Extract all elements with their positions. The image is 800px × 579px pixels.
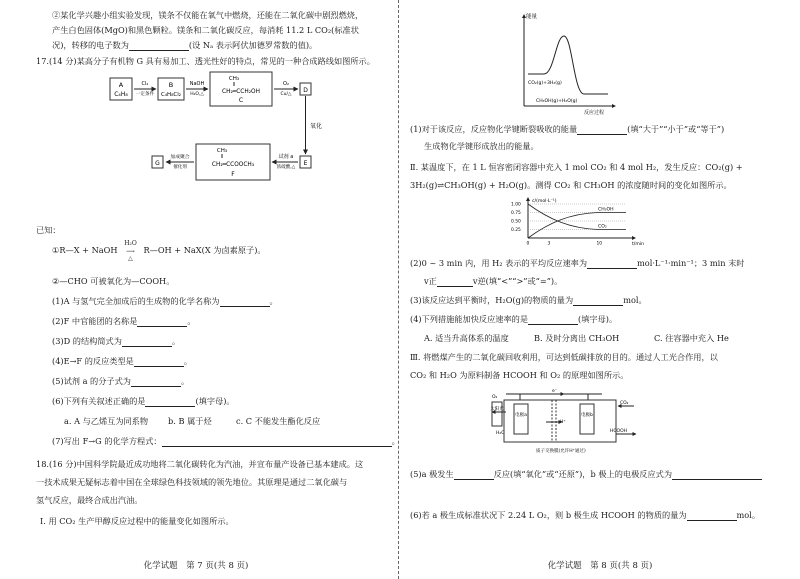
photosynthesis-cell-diagram <box>490 386 638 456</box>
q18-line1: 18.(16 分)中国科学院最近成功地将二氧化碳转化为汽油，并宣布量产设备已基本建成。这 <box>36 459 364 469</box>
page-divider <box>398 0 399 579</box>
label-F: F <box>231 171 235 178</box>
c-methyl: CH₃ <box>228 76 240 82</box>
q17-1: (1)A 与氢气完全加成后的生成物的化学名称为 。 <box>52 296 278 306</box>
h2o-label: H₂O <box>496 431 505 436</box>
f-structure: CH₂═CCOOCH₃ <box>211 162 255 168</box>
conc-x-tick: 10 <box>596 241 603 247</box>
series-co2-label: CO₂ <box>598 224 607 230</box>
energy-diagram <box>518 10 618 116</box>
answer-blank[interactable] <box>131 377 181 387</box>
q18-line3: 氢气反应，最终合成出汽油。 <box>36 495 143 505</box>
q18-3-line2: CO₂ 和 H₂O 为原料制备 HCOOH 和 O₂ 的原理如图所示。 <box>410 370 629 380</box>
q18-1-line2: 生成物化学键形成放出的能量。 <box>424 141 539 151</box>
page-footer: 化学试题 第 8 页(共 8 页) <box>547 561 653 571</box>
q18-2-4-option-C: C. 往容器中充入 He <box>654 333 729 343</box>
right-page <box>404 0 796 579</box>
q18-2-4-option-B: B. 及时分离出 CH₃OH <box>534 333 620 343</box>
cond-c-d-bottom: Cu/△ <box>280 92 292 97</box>
label-B: B <box>168 81 174 89</box>
q17-6-option-c: c. C 不能发生酯化反应 <box>236 416 321 426</box>
answer-blank[interactable] <box>145 397 195 407</box>
answer-blank[interactable] <box>577 125 627 135</box>
q17-6-option-a: a. A 与乙烯互为同系物 <box>64 416 149 426</box>
q17-6: (6)下列有关叙述正确的是 (填字母)。 <box>52 396 235 406</box>
answer-blank[interactable] <box>672 470 762 480</box>
sunlight-box <box>492 402 502 426</box>
conc-x-tick: 0 <box>526 241 530 247</box>
q18-2-4: (4)下列措施能加快反应速率的是 (填字母)。 <box>410 314 618 324</box>
page-footer: 化学试题 第 7 页(共 8 页) <box>143 561 249 571</box>
cond-oxidation: 氧化 <box>310 123 323 130</box>
label-E: E <box>303 160 308 167</box>
q18-3-6: (6)若 a 极生成标准状况下 2.24 L O₂，则 b 极生成 HCOOH 的物质的量为 mol。 <box>410 510 761 520</box>
membrane-caption: 质子交换膜(允许H⁺通过) <box>536 449 586 454</box>
answer-blank[interactable] <box>122 337 172 347</box>
q18-1-line1: (1)对于该反应，反应物化学键断裂吸收的能量 (填“大于”“小于”或“等于”) <box>410 124 725 134</box>
formula-A: C₄H₈ <box>114 91 128 98</box>
co2-label: CO₂ <box>620 401 629 406</box>
q18-2-2-line2: v正 v逆(填“<”“>”或“=”)。 <box>424 276 563 286</box>
answer-blank[interactable] <box>454 470 494 480</box>
energy-product: CH₃OH(g)+H₂O(g) <box>536 99 578 104</box>
q17-title: 17.(14 分)某高分子有机物 G 具有易加工、透光性好的特点，常见的一种合成路线如图所示。 <box>36 56 375 66</box>
label-A: A <box>118 81 124 89</box>
q18-2-4-option-A: A. 适当升高体系的温度 <box>424 333 509 343</box>
proton-label: H⁺ <box>560 420 566 425</box>
q16-2-line2: 产生白色固体(MgO)和黑色颗粒。镁条和二氧化碳反应，每消耗 11.2 L CO₂(标准状 <box>52 25 359 35</box>
electrode-a-label: 电极a <box>515 413 527 418</box>
q17-6-option-b: b. B 属于烃 <box>168 416 212 426</box>
series-ch3oh-label: CH₃OH <box>598 207 614 213</box>
electron-label: e⁻ <box>552 389 558 394</box>
answer-blank[interactable] <box>220 297 270 307</box>
answer-blank[interactable] <box>129 41 189 51</box>
cond-b-c-bottom: H₂O,△ <box>190 92 204 97</box>
q17-4: (4)E→F 的反应类型是 。 <box>52 356 193 366</box>
answer-blank[interactable] <box>687 511 737 521</box>
conc-y-tick: 0.25 <box>511 228 521 234</box>
label-G: G <box>155 160 160 167</box>
conc-y-tick: 0.75 <box>511 211 521 217</box>
q18-3-5: (5)a 极发生 反应(填“氧化”或“还原”)，b 极上的电极反应式为 <box>410 469 762 480</box>
electrode-a <box>514 404 528 434</box>
answer-blank[interactable] <box>162 437 392 447</box>
sunlight-label: 太阳光 <box>490 407 504 412</box>
conc-y-tick: 1.00 <box>511 202 521 208</box>
answer-blank[interactable] <box>528 315 578 325</box>
cond-e-f-bottom: 浓硫酸,△ <box>276 165 296 170</box>
q16-2-line3: 况)，转移的电子数为 (设 Nₐ 表示阿伏加德罗常数的值)。 <box>52 40 318 50</box>
concentration-chart <box>508 196 648 248</box>
f-methyl: CH₃ <box>216 148 228 154</box>
known-2: ②—CHO 可被氧化为—COOH。 <box>52 276 175 286</box>
o2-label: O₂ <box>492 395 498 400</box>
conc-y-tick: 0.50 <box>511 219 521 225</box>
q18-part1: Ⅰ. 用 CO₂ 生产甲醇反应过程中的能量变化如图所示。 <box>40 516 234 526</box>
q17-2: (2)F 中官能团的名称是 。 <box>52 316 196 326</box>
cond-a-b-top: Cl₂ <box>141 81 149 87</box>
q17-7: (7)写出 F→G 的化学方程式： 。 <box>52 436 400 446</box>
cond-f-g-bottom: 催化剂 <box>173 165 187 170</box>
q17-3: (3)D 的结构简式为 。 <box>52 336 181 346</box>
series-ch3oh-line <box>528 213 626 239</box>
answer-blank[interactable] <box>587 259 637 269</box>
cond-c-d-top: O₂ <box>283 81 289 87</box>
answer-blank[interactable] <box>437 277 473 287</box>
hcooh-label: HCOOH <box>610 429 627 434</box>
formula-B: C₄H₈Cl₂ <box>161 92 181 98</box>
q18-2-line1: Ⅱ. 某温度下，在 1 L 恒容密闭容器中充入 1 mol CO₂ 和 4 mol H₂，发生反应：CO₂(g) + <box>410 162 743 172</box>
q18-3-line1: Ⅲ. 将燃煤产生的二氧化碳回收利用，可达到低碳排放的目的。通过人工光合作用，以 <box>410 352 718 362</box>
c-structure: CH₂═CCH₂OH <box>222 89 260 95</box>
conc-xlabel: t/min <box>632 242 645 247</box>
conc-x-tick: 3 <box>547 241 551 247</box>
q17-5: (5)试剂 a 的分子式为 。 <box>52 376 190 386</box>
q16-2-line1: ②某化学兴趣小组实验发现，镁条不仅能在氧气中燃烧，还能在二氧化碳中剧烈燃烧， <box>52 10 364 20</box>
energy-xlabel: 反应过程 <box>584 110 605 116</box>
answer-blank[interactable] <box>573 296 623 306</box>
electrode-b-label: 电极b <box>581 413 593 418</box>
q18-line2: 一技术成果无疑标志着中国在全球绿色科技领域的领先地位。其原理是通过二氧化碳与 <box>36 477 348 487</box>
label-D: D <box>303 87 308 94</box>
q18-2-2-line1: (2)0 ~ 3 min 内，用 H₂ 表示的平均反应速率为 mol·L⁻¹·min⁻¹；3 min 末时 <box>410 258 745 268</box>
reaction-arrow: H₂O ⟶ △ <box>124 239 137 262</box>
q18-2-line2: 3H₂(g)⇌CH₃OH(g) + H₂O(g)。测得 CO₂ 和 CH₃OH 的浓度随时间的变化如图所示。 <box>410 180 732 190</box>
energy-ylabel: 能量 <box>526 14 538 20</box>
cond-a-b-bottom: 一定条件 <box>136 92 154 97</box>
label-C: C <box>238 97 244 104</box>
known-heading: 已知： <box>36 225 61 235</box>
cond-f-g-top: 加成聚合 <box>170 155 190 160</box>
cond-b-c-top: NaOH <box>189 81 205 87</box>
answer-blank[interactable] <box>137 317 187 327</box>
electrode-b <box>580 404 594 434</box>
energy-reactant: CO₂(g)+3H₂(g) <box>528 81 562 86</box>
known-1: ①R—X + NaOH H₂O ⟶ △ R—OH + NaX(X 为卤素原子)。 <box>52 239 266 262</box>
synthesis-route-diagram <box>108 70 324 192</box>
answer-blank[interactable] <box>134 357 184 367</box>
conc-ylabel: c/(mol·L⁻¹) <box>532 199 557 204</box>
cond-e-f-top: 试剂 a <box>278 154 294 160</box>
q18-2-3: (3)该反应达到平衡时，H₂O(g)的物质的量为 mol。 <box>410 295 647 305</box>
